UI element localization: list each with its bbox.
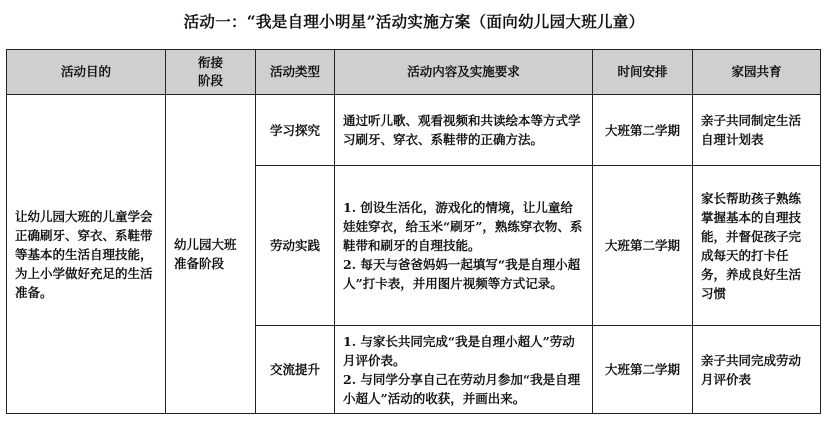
header-goal: 活动目的 [7, 50, 166, 95]
table-header-row [7, 50, 821, 95]
header-type: 活动类型 [256, 50, 335, 95]
content-cell: 通过听儿歌、观看视频和共读绘本等方式学习刷牙、穿衣、系鞋带的正确方法。 [335, 95, 593, 166]
type-cell: 劳动实践 [256, 166, 335, 326]
type-cell: 交流提升 [256, 326, 335, 414]
time-cell: 大班第二学期 [593, 326, 693, 414]
header-content: 活动内容及实施要求 [335, 50, 593, 95]
content-item: 2. 与同学分享自己在劳动月参加“我是自理小超人”活动的收获，并画出来。 [343, 371, 581, 406]
header-stage [166, 50, 256, 95]
header-stage-line1: 衔接 [197, 55, 223, 70]
page-title: 活动一：“我是自理小明星”活动实施方案（面向幼儿园大班儿童） [183, 12, 645, 31]
home-cell: 亲子共同制定生活自理计划表 [693, 95, 821, 166]
stage-cell: 幼儿园大班准备阶段 [166, 95, 256, 414]
type-cell: 学习探究 [256, 95, 335, 166]
content-item: 1. 与家长共同完成“我是自理小超人”劳动月评价表。 [343, 333, 575, 368]
table-row [7, 95, 821, 166]
content-cell [335, 326, 593, 414]
activity-plan-table [6, 49, 821, 414]
content-item: 2. 每天与爸爸妈妈一起填写“我是自理小超人”打卡表，并用图片视频等方式记录。 [343, 257, 581, 291]
time-cell: 大班第二学期 [593, 95, 693, 166]
home-cell: 家长帮助孩子熟练掌握基本的自理技能，并督促孩子完成每天的打卡任务，养成良好生活习惯 [693, 166, 821, 326]
time-cell: 大班第二学期 [593, 166, 693, 326]
content-cell [335, 166, 593, 326]
home-cell: 亲子共同完成劳动月评价表 [693, 326, 821, 414]
header-time: 时间安排 [593, 50, 693, 95]
header-stage-line2: 阶段 [197, 73, 223, 88]
content-item: 1. 创设生活化，游戏化的情境，让儿童给娃娃穿衣，给玉米“刷牙”，熟练穿衣物、系鞋带和刷牙的自理技能。 [343, 200, 583, 253]
header-home: 家园共育 [693, 50, 821, 95]
goal-cell: 让幼儿园大班的儿童学会正确刷牙、穿衣、系鞋带等基本的生活自理技能，为上小学做好充足的生活准备。 [7, 95, 166, 414]
